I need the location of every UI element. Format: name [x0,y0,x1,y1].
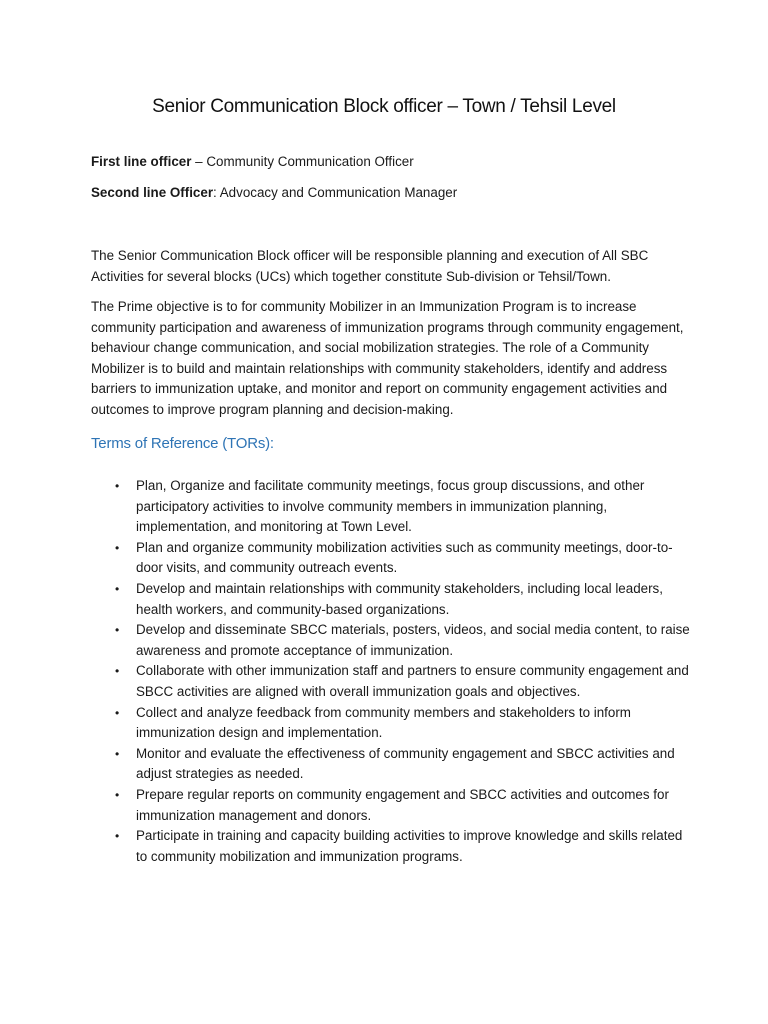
list-item [91,826,691,867]
list-item [91,703,691,744]
bullet-icon: • [115,581,120,596]
bullet-icon: • [115,540,120,555]
tor-heading: Terms of Reference (TORs): [91,435,274,452]
list-item [91,744,691,785]
first-line-value: – Community Communication Officer [191,154,414,169]
bullet-icon: • [115,787,120,802]
first-line-officer [91,154,414,169]
second-line-officer [91,185,457,200]
list-item-text: Monitor and evaluate the effectiveness of community engagement and SBCC activities and adjust strategies as needed. [136,745,675,782]
intro-paragraph: The Senior Communication Block officer will be responsible planning and execution of All SBC Activities for several blocks (UCs) which together constitute Sub-division or Tehsil/Town. [91,248,649,284]
first-line-label: First line officer [91,154,192,169]
bullet-icon: • [115,623,120,638]
list-item-text: Plan and organize community mobilization activities such as community meetings, door-to-door visits, and community outreach events. [136,539,673,576]
list-item-text: Develop and maintain relationships with community stakeholders, including local leaders, health workers, and community-based organizations. [136,580,663,617]
objective-paragraph: The Prime objective is to for community Mobilizer in an Immunization Program is to increase community participation and awareness of immunization programs through community engagement, behaviour change communication, and social mobilization strategies. The role of a Community Mobilizer is to build and maintain relationships with community stakeholders, identify and address barriers to immunization uptake, and monitor and report on community engagement activities and outcomes to improve program planning and decision-making. [91,299,684,417]
list-item [91,785,691,826]
list-item-text: Develop and disseminate SBCC materials, posters, videos, and social media content, to raise awareness and promote acceptance of immunization. [136,622,690,658]
list-item-text: Collect and analyze feedback from community members and stakeholders to inform immunization design and implementation. [136,704,631,741]
document-title: Senior Communication Block officer – Town / Tehsil Level [152,96,616,117]
bullet-icon: • [115,705,120,720]
second-line-value: : Advocacy and Communication Manager [213,185,458,200]
list-item [91,661,691,702]
list-item-text: Collaborate with other immunization staff and partners to ensure community engagement and SBCC activities are aligned with overall immunization goals and objectives. [136,663,689,699]
list-item [91,538,691,579]
list-item [91,579,691,620]
list-item [91,620,691,661]
tor-list [91,476,691,867]
second-line-label: Second line Officer [91,185,214,200]
bullet-icon: • [115,829,120,844]
bullet-icon: • [115,746,120,761]
list-item [91,476,691,538]
list-item-text: Prepare regular reports on community engagement and SBCC activities and outcomes for immunization management and donors. [136,786,669,823]
bullet-icon: • [115,479,120,493]
list-item-text: Participate in training and capacity building activities to improve knowledge and skills related to community mobilization and immunization programs. [136,828,683,864]
list-item-text: Plan, Organize and facilitate community meetings, focus group discussions, and other participatory activities to involve community members in immunization planning, implementation, and monitoring at Town Level. [136,478,645,535]
bullet-icon: • [115,664,120,679]
